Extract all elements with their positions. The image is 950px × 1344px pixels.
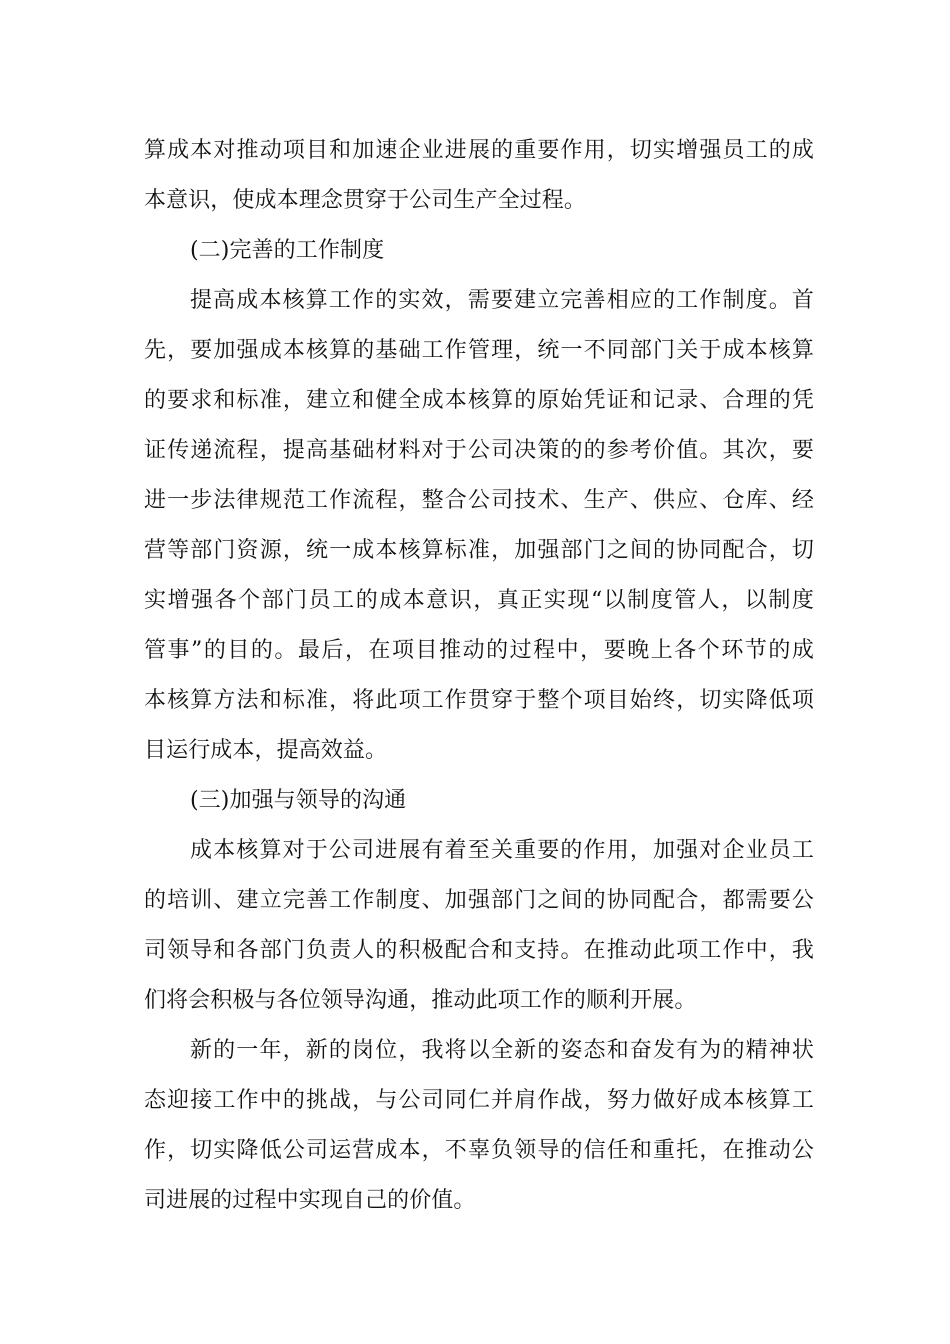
text-line-8: 进一步法律规范工作流程，整合公司技术、生产、供应、仓库、经 [144,488,814,513]
text-line-2: 本意识，使成本理念贯穿于公司生产全过程。 [144,188,587,213]
text-line-19: 新的一年，新的岗位，我将以全新的姿态和奋发有为的精神状 [190,1038,814,1063]
text-line-12: 本核算方法和标准，将此项工作贯穿于整个项目始终，切实降低项 [144,688,814,713]
text-line-6: 的要求和标准，建立和健全成本核算的原始凭证和记录、合理的凭 [144,388,814,413]
text-line-20: 态迎接工作中的挑战，与公司同仁并肩作战，努力做好成本核算工 [144,1088,814,1113]
text-line-5: 先，要加强成本核算的基础工作管理，统一不同部门关于成本核算 [144,338,814,363]
text-line-21: 作，切实降低公司运营成本，不辜负领导的信任和重托，在推动公 [144,1138,814,1163]
text-line-22: 司进展的过程中实现自己的价值。 [144,1188,476,1213]
text-line-11: 管事”的目的。最后，在项目推动的过程中，要晚上各个环节的成 [144,638,814,663]
text-line-17: 司领导和各部门负责人的积极配合和支持。在推动此项工作中，我 [144,938,814,963]
text-line-7: 证传递流程，提高基础材料对于公司决策的的参考价值。其次，要 [144,438,814,463]
section-heading-2: (二)完善的工作制度 [190,238,385,263]
text-line-18: 们将会积极与各位领导沟通，推动此项工作的顺利开展。 [144,988,697,1013]
text-line-16: 的培训、建立完善工作制度、加强部门之间的协同配合，都需要公 [144,888,814,913]
text-line-10: 实增强各个部门员工的成本意识，真正实现“以制度管人，以制度 [144,588,814,613]
section-heading-3: (三)加强与领导的沟通 [190,788,407,813]
text-line-15: 成本核算对于公司进展有着至关重要的作用，加强对企业员工 [190,838,814,863]
text-line-4: 提高成本核算工作的实效，需要建立完善相应的工作制度。首 [190,288,814,313]
text-line-1: 算成本对推动项目和加速企业进展的重要作用，切实增强员工的成 [144,138,814,163]
text-line-9: 营等部门资源，统一成本核算标准，加强部门之间的协同配合，切 [144,538,814,563]
text-line-13: 目运行成本，提高效益。 [144,738,388,763]
